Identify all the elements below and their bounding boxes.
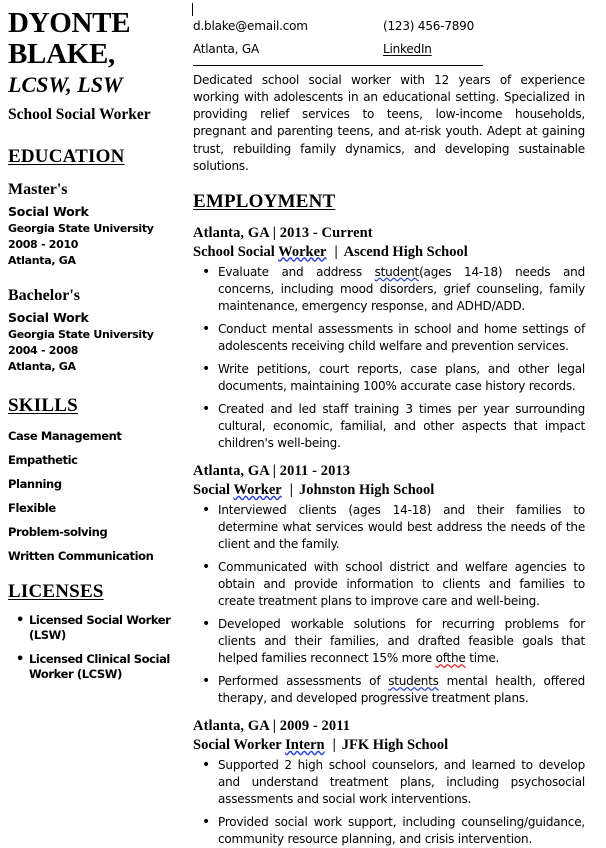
- job-location-dates: Atlanta, GA | 2009 - 2011: [193, 718, 351, 735]
- job-role-row: [193, 482, 598, 499]
- job-role-title-flagged: Worker: [233, 481, 282, 498]
- job-bullet: [193, 757, 585, 808]
- job-company: JFK High School: [341, 737, 449, 754]
- job-bullet-list: [193, 264, 598, 452]
- license-item: • Licensed Social Worker (LSW): [8, 613, 177, 644]
- contact-email: d.blake@email.com: [193, 19, 308, 33]
- education-major: Social Work: [8, 309, 89, 325]
- education-degree: Bachelor's: [8, 286, 80, 304]
- licenses-list: [8, 613, 177, 683]
- bullet-text-pre: Write petitions, court reports, case plans, and other legal documents, maintaining 100% accurate case history records.: [218, 361, 585, 393]
- resume-main-content: [185, 0, 606, 847]
- candidate-job-title: School Social Worker: [8, 105, 151, 123]
- job-bullet: [193, 361, 585, 395]
- job-location-dates: Atlanta, GA | 2013 - Current: [193, 224, 373, 241]
- education-location: Atlanta, GA: [8, 359, 76, 373]
- bullet-text-flagged: students: [388, 674, 439, 689]
- job-separator: |: [334, 243, 338, 260]
- contact-location: Atlanta, GA: [193, 42, 259, 56]
- bullet-text-pre: Evaluate and address: [218, 264, 375, 279]
- job-bullet: [193, 673, 585, 707]
- education-location: Atlanta, GA: [8, 253, 76, 267]
- skill-item: Problem-solving: [8, 524, 108, 539]
- education-major: Social Work: [8, 203, 89, 219]
- skill-item: Empathetic: [8, 452, 78, 467]
- bullet-text-post: mental health, offered therapy, and developed progressive treatment plans.: [218, 674, 585, 706]
- job-role-row: [193, 737, 598, 754]
- contact-info-block: [193, 19, 598, 56]
- job-role-row: [193, 244, 598, 261]
- education-entry: [8, 287, 177, 373]
- bullet-text-post: time.: [465, 651, 500, 666]
- text-cursor-caret: [192, 3, 193, 16]
- job-company: Ascend High School: [343, 243, 468, 260]
- candidate-first-name: DYONTE: [8, 7, 131, 39]
- employment-entry: [193, 463, 598, 707]
- job-bullet: [193, 401, 585, 452]
- bullet-text-flagged: student: [374, 264, 420, 279]
- education-years: 2008 - 2010: [8, 237, 79, 251]
- candidate-last-name: BLAKE,: [8, 38, 115, 71]
- bullet-text-pre: Communicated with school district and welfare agencies to obtain and provide information to clients and families to create treatment plans to improve care and well-being.: [218, 559, 585, 609]
- bullet-text-post: (ages 14-18) needs and concerns, including mood disorders, grief counseling, family maintenance, emergency response, and ADHD/ADD.: [218, 264, 585, 313]
- education-entry: [8, 181, 177, 267]
- job-bullet: [193, 616, 585, 667]
- job-bullet: [193, 321, 585, 355]
- job-bullet: [193, 502, 585, 553]
- education-school: Georgia State University: [8, 327, 154, 341]
- employment-section-heading: EMPLOYMENT: [193, 190, 336, 212]
- job-role-title-flagged: Intern: [285, 737, 325, 754]
- job-bullet: [193, 264, 585, 315]
- licenses-section-heading: LICENSES: [8, 580, 104, 602]
- job-separator: |: [289, 481, 293, 498]
- contact-linkedin-link[interactable]: LinkedIn: [383, 42, 432, 56]
- bullet-text-pre: Performed assessments of: [218, 674, 389, 689]
- candidate-credentials: LCSW, LSW: [8, 71, 123, 97]
- bullet-text-pre: Supported 2 high school counselors, and learned to develop and understand treatment plans, including psychosocial assessments and social work interventions.: [218, 758, 585, 807]
- bullet-text-pre: Provided social work support, including counseling/guidance, community resource planning, and crisis intervention.: [218, 815, 585, 847]
- job-location-dates: Atlanta, GA | 2011 - 2013: [193, 462, 351, 479]
- skill-item: Planning: [8, 476, 62, 491]
- job-bullet-list: [193, 757, 598, 848]
- job-role-title: School Social: [193, 243, 279, 260]
- skill-item: Written Communication: [8, 548, 154, 563]
- job-bullet: [193, 559, 585, 610]
- job-role-title-flagged: Worker: [278, 243, 327, 260]
- skill-item: Flexible: [8, 500, 56, 515]
- bullet-text-flagged: ofthe: [435, 651, 466, 666]
- job-role-title: Social: [193, 481, 234, 498]
- education-section-heading: EDUCATION: [8, 145, 125, 167]
- bullet-text-pre: Conduct mental assessments in school and home settings of adolescents receiving child welfare and prevention services.: [218, 321, 585, 353]
- resume-sidebar: [0, 0, 185, 780]
- contact-phone: (123) 456-7890: [383, 19, 475, 33]
- education-years: 2004 - 2008: [8, 343, 79, 357]
- job-bullet: [193, 814, 585, 848]
- employment-entry: [193, 718, 598, 848]
- bullet-text-pre: Developed workable solutions for recurring problems for clients and their families, and drafted feasible goals that helped families reconnect 15% more: [218, 617, 585, 666]
- job-company: Johnston High School: [298, 481, 435, 498]
- job-separator: |: [332, 737, 336, 754]
- license-item: • Licensed Clinical Social Worker (LCSW): [8, 652, 177, 683]
- bullet-text-pre: Interviewed clients (ages 14-18) and their families to determine what services would best address the needs of the client and the family.: [218, 502, 585, 551]
- header-divider: [193, 65, 483, 66]
- education-degree: Master's: [8, 180, 68, 198]
- job-bullet-list: [193, 502, 598, 707]
- skill-item: Case Management: [8, 428, 122, 443]
- education-school: Georgia State University: [8, 221, 154, 235]
- bullet-text-pre: Created and led staff training 3 times per year surrounding cultural, economic, familial, and other aspects that impact children's well-being.: [218, 401, 585, 450]
- employment-entry: [193, 225, 598, 452]
- professional-summary: Dedicated school social worker with 12 years of experience working with adolescents in an educational setting. Specialized in providing relief services to teens, low-income households, pregnant and parenting teens, and at-risk youth. Adept at gaining trust, rebuilding family dynamics, and developing sustainable solutions.: [193, 73, 585, 173]
- skills-section-heading: SKILLS: [8, 394, 78, 416]
- job-role-title: Social Worker: [193, 737, 286, 754]
